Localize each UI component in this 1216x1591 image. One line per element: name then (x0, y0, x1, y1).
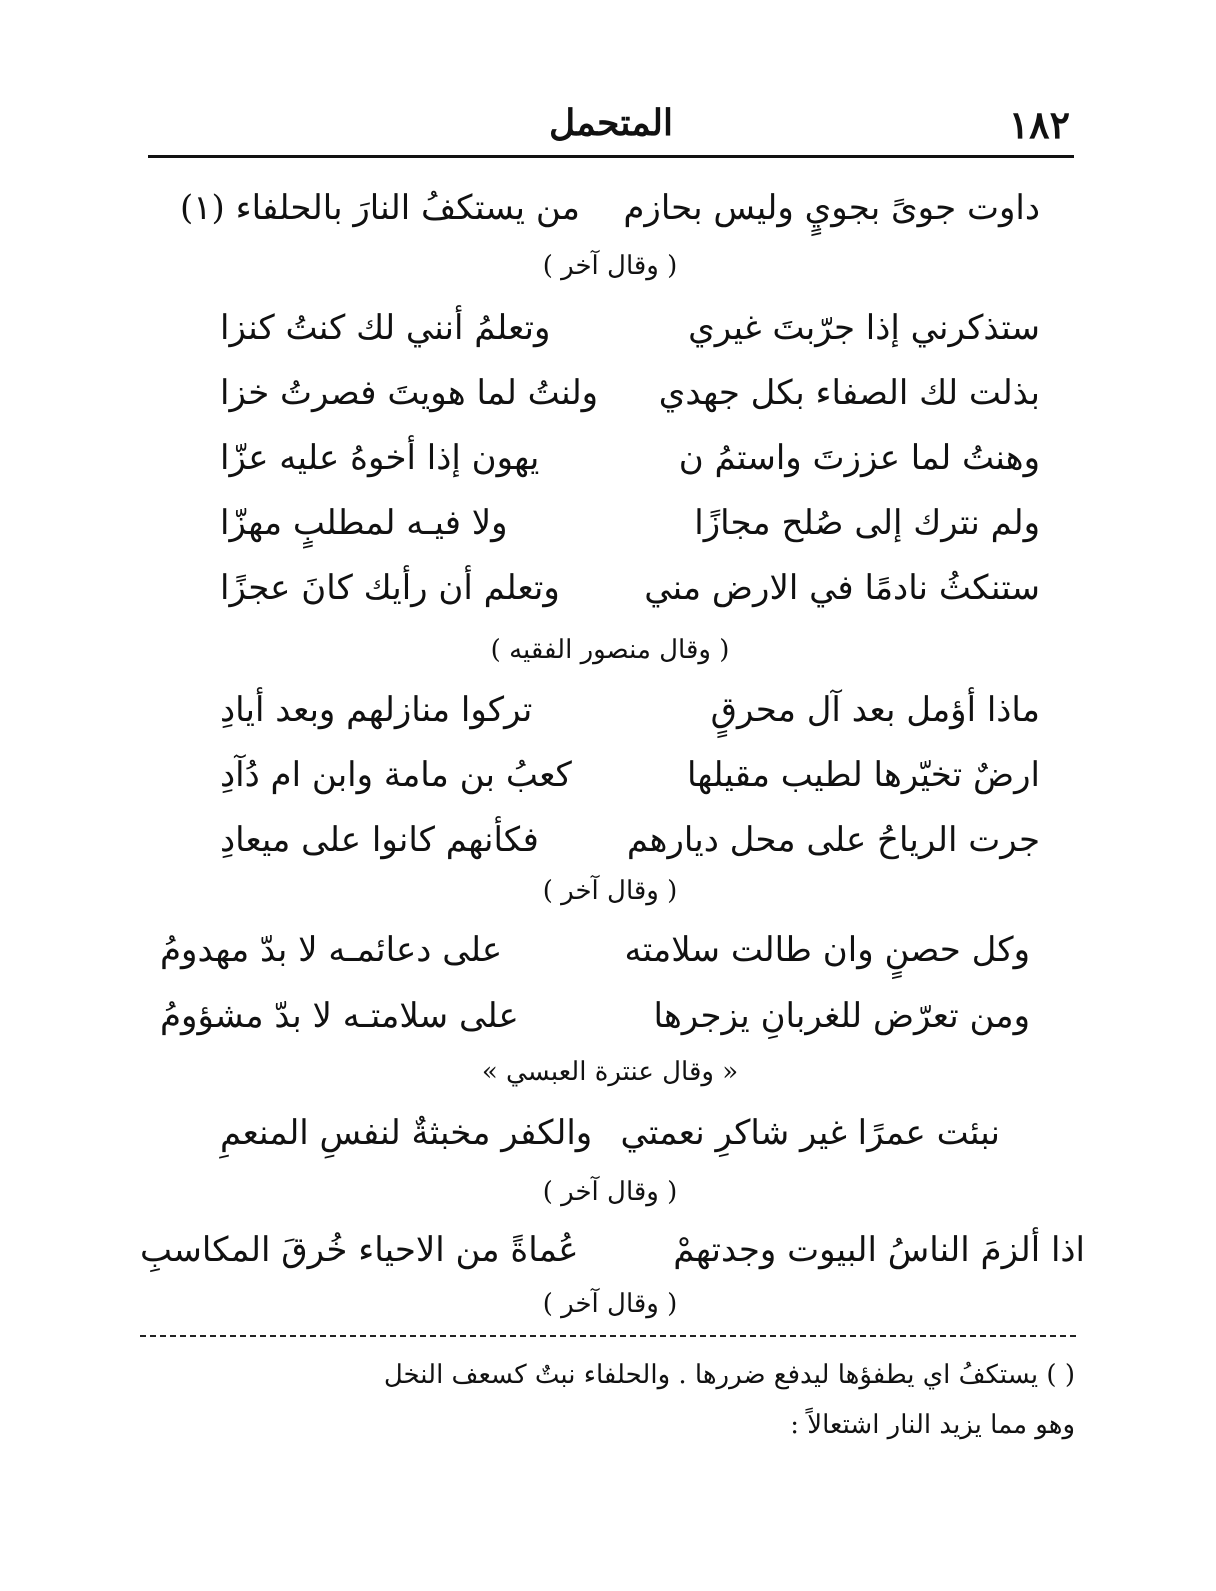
verse-second-hemistich: من يستكفُ النارَ بالحلفاء (١) (180, 188, 580, 228)
verse-first-hemistich: ستنكثُ نادمًا في الارض مني (644, 568, 1040, 608)
footnote-line: وهو مما يزيد النار اشتعالاً : (790, 1410, 1075, 1440)
verse-first-hemistich: ارضٌ تخيّرها لطيب مقيلها (687, 755, 1040, 795)
verse-first-hemistich: وهنتُ لما عززتَ واستمُ ن (678, 438, 1040, 478)
verse-first-hemistich: اذا ألزمَ الناسُ البيوت وجدتهمْ (673, 1230, 1085, 1270)
verse-line (140, 682, 1080, 738)
verse-first-hemistich: ومن تعرّض للغربانِ يزجرها (653, 996, 1030, 1036)
poem-heading: ( وقال آخر ) (542, 1289, 678, 1319)
verse-line (140, 430, 1080, 486)
verse-first-hemistich: جرت الرياحُ على محل ديارهم (626, 820, 1040, 860)
verse-second-hemistich: كعبُ بن مامة وابن ام دُآدِ (220, 755, 572, 795)
verse-line (140, 812, 1080, 868)
verse-second-hemistich: تركوا منازلهم وبعد أيادِ (220, 690, 533, 730)
poem-heading: ( وقال آخر ) (542, 876, 678, 906)
verse-line (140, 988, 1080, 1044)
verse-second-hemistich: والكفر مخبثةٌ لنفسِ المنعمِ (220, 1113, 593, 1153)
verse-first-hemistich: نبئت عمرًا غير شاكرِ نعمتي (620, 1113, 1000, 1153)
verse-line (140, 495, 1080, 551)
verse-line (140, 1105, 1080, 1161)
verse-second-hemistich: وتعلمُ أنني لك كنتُ كنزا (220, 308, 551, 348)
verse-first-hemistich: ماذا أؤمل بعد آل محرقٍ (710, 690, 1040, 730)
verse-line (140, 747, 1080, 803)
verse-second-hemistich: فكأنهم كانوا على ميعادِ (220, 820, 539, 860)
verse-line (140, 180, 1080, 236)
poem-heading: ( وقال منصور الفقيه ) (490, 635, 730, 665)
verse-line (140, 365, 1080, 421)
footnote-line: ( ) يستكفُ اي يطفؤها ليدفع ضررها . والحلفاء نبتٌ كسعف النخل (383, 1360, 1075, 1390)
verse-second-hemistich: يهون إذا أخوهُ عليه عزّا (220, 438, 540, 478)
verse-first-hemistich: وكل حصنٍ وان طالت سلامته (624, 930, 1030, 970)
verse-first-hemistich: بذلت لك الصفاء بكل جهدي (658, 373, 1040, 413)
poem-heading: ( وقال آخر ) (542, 1177, 678, 1207)
verse-first-hemistich: ستذكرني إذا جرّبتَ غيري (688, 308, 1040, 348)
running-title: المتحمل (549, 102, 673, 144)
verse-second-hemistich: عُماةً من الاحياء خُرقَ المكاسبِ (140, 1230, 579, 1270)
verse-second-hemistich: ولا فيـه لمطلبٍ مهزّا (220, 503, 508, 543)
verse-line (140, 300, 1080, 356)
poem-heading: ( وقال آخر ) (542, 251, 678, 281)
verse-line (140, 1222, 1085, 1278)
verse-second-hemistich: على سلامتـه لا بدّ مشؤومُ (160, 996, 519, 1036)
verse-second-hemistich: على دعائمـه لا بدّ مهدومُ (160, 930, 503, 970)
verse-line (140, 560, 1080, 616)
verse-first-hemistich: ولم نترك إلى صُلح مجازًا (694, 503, 1040, 543)
page-number: ١٨٢ (1008, 102, 1070, 147)
verse-second-hemistich: وتعلم أن رأيك كانَ عجزًا (220, 568, 560, 608)
page-header (148, 100, 1074, 152)
verse-line (140, 922, 1080, 978)
header-rule (148, 155, 1074, 158)
verse-second-hemistich: ولنتُ لما هويتَ فصرتُ خزا (220, 373, 599, 413)
footnote-rule (140, 1335, 1076, 1337)
poem-heading: « وقال عنترة العبسي » (481, 1057, 739, 1087)
verse-first-hemistich: داوت جوىً بجويٍ وليس بحازم (623, 188, 1040, 228)
